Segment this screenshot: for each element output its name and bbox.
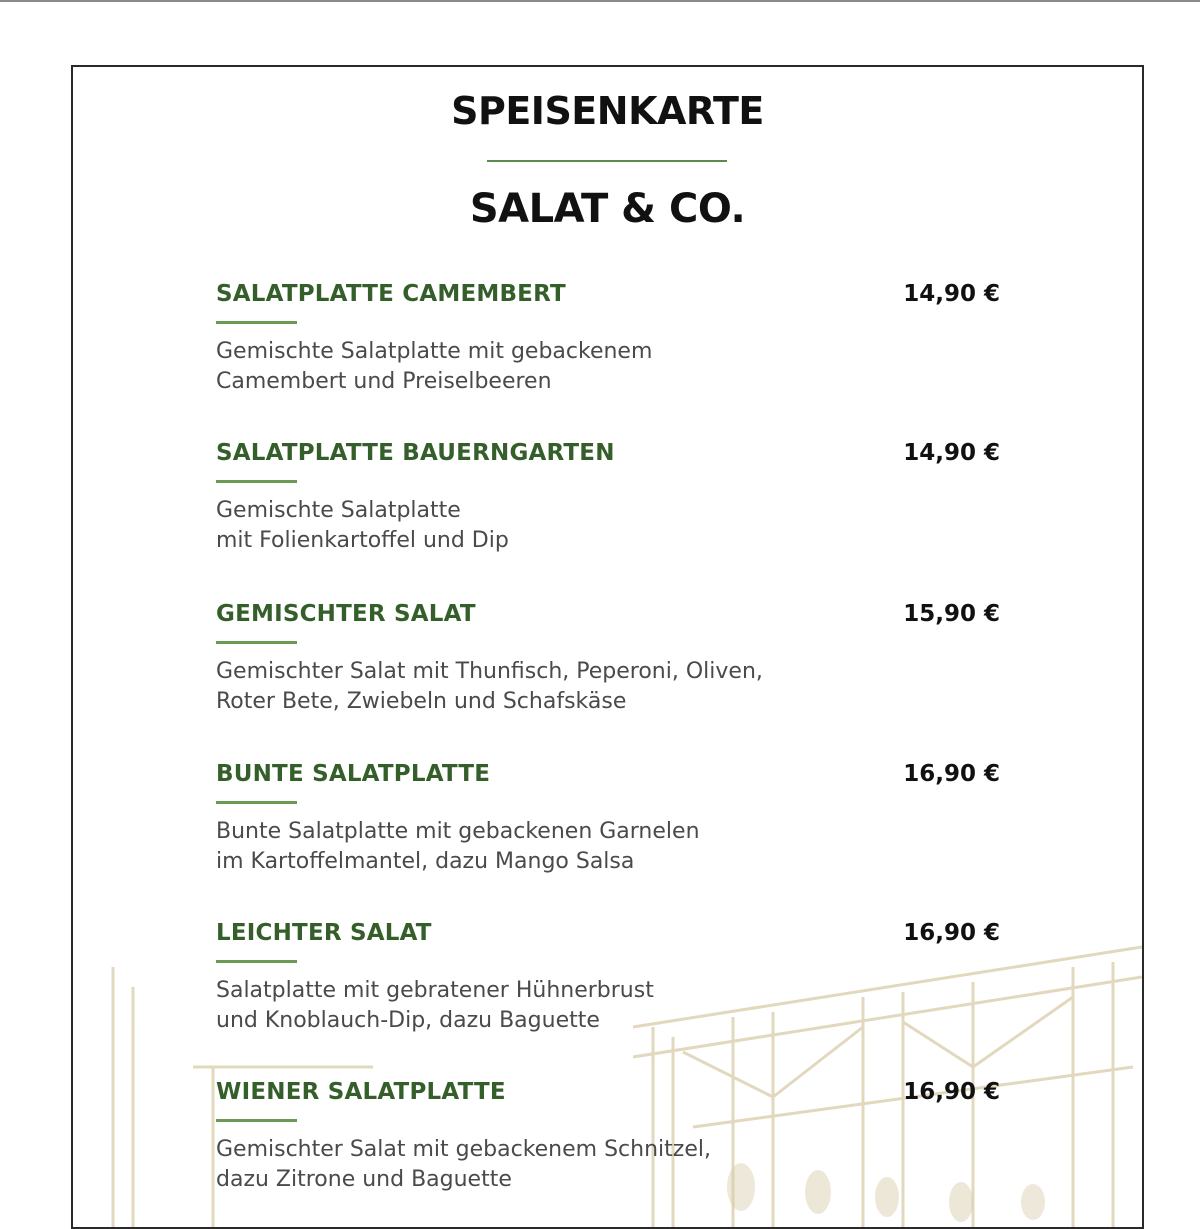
menu-item: [73, 281, 1142, 421]
top-divider: [0, 0, 1200, 2]
title-divider: [487, 160, 727, 162]
menu-item-divider: [216, 960, 297, 963]
menu-item-description: Gemischter Salat mit Thunfisch, Peperoni, Oliven, Roter Bete, Zwiebeln und Schafskäse: [216, 659, 763, 714]
menu-item-description: Gemischter Salat mit gebackenem Schnitzel, dazu Zitrone und Baguette: [216, 1137, 711, 1192]
menu-item-description: Gemischte Salatplatte mit gebackenem Camembert und Preiselbeeren: [216, 339, 653, 394]
menu-item-divider: [216, 801, 297, 804]
menu-item-description: Bunte Salatplatte mit gebackenen Garnelen im Kartoffelmantel, dazu Mango Salsa: [216, 819, 700, 874]
menu-item-divider: [216, 1119, 297, 1122]
menu-item-name: SALATPLATTE BAUERNGARTEN: [216, 440, 615, 466]
menu-item-price: 14,90 €: [903, 440, 1000, 466]
menu-item-price: 14,90 €: [903, 281, 1000, 307]
menu-item-name: BUNTE SALATPLATTE: [216, 761, 491, 787]
menu-item-price: 16,90 €: [903, 920, 1000, 946]
menu-item-price: 16,90 €: [903, 1079, 1000, 1105]
menu-item-name: LEICHTER SALAT: [216, 920, 432, 946]
menu-card: [71, 65, 1144, 1229]
menu-item-divider: [216, 321, 297, 324]
menu-item: [73, 601, 1142, 741]
menu-item-price: 16,90 €: [903, 761, 1000, 787]
menu-item-description: Gemischte Salatplatte mit Folienkartoffel und Dip: [216, 498, 509, 553]
menu-item-divider: [216, 480, 297, 483]
menu-item-name: WIENER SALATPLATTE: [216, 1079, 506, 1105]
menu-title: SPEISENKARTE: [451, 89, 764, 133]
menu-item: [73, 440, 1142, 580]
section-title: SALAT & CO.: [469, 186, 746, 232]
menu-item: [73, 761, 1142, 901]
menu-item-price: 15,90 €: [903, 601, 1000, 627]
menu-item-divider: [216, 641, 297, 644]
menu-item: [73, 1079, 1142, 1219]
menu-item-description: Salatplatte mit gebratener Hühnerbrust und Knoblauch-Dip, dazu Baguette: [216, 978, 654, 1033]
menu-item: [73, 920, 1142, 1060]
menu-item-name: SALATPLATTE CAMEMBERT: [216, 281, 566, 307]
menu-item-name: GEMISCHTER SALAT: [216, 601, 476, 627]
